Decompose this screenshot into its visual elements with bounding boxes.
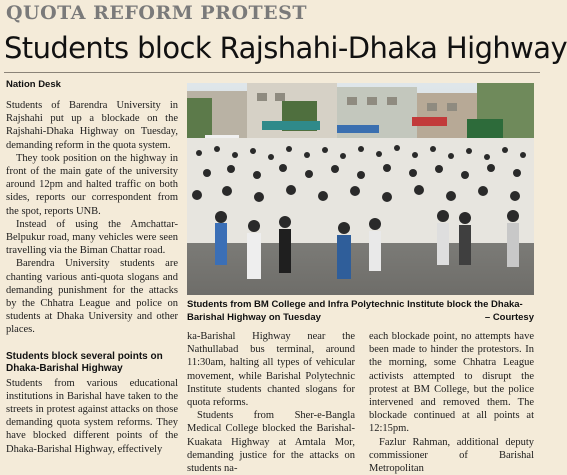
paragraph: Barendra University students are chanting various anti-quota slogans and demanding punishment for the attacks by the Chhatra League and police on students at Dhaka University and other places. [6,258,178,336]
headline-rule [4,72,540,73]
kicker-label: QUOTA REFORM PROTEST [6,2,307,24]
article-column-3 [369,330,534,475]
paragraph: They took position on the highway in front of the main gate of the university around 12pm and halted traffic on both sides, reports our correspondent from the spot, reports UNB. [6,152,178,217]
paragraph: Students of Barendra University in Rajshahi put up a blockade on the Rajshahi-Dhaka Highway on Tuesday, demanding reform in the quota system. [6,100,178,151]
paragraph: Fazlur Rahman, additional deputy commissioner of Barishal Metropolitan [369,436,534,475]
paragraph: ka-Barishal Highway near the Nathullabad bus terminal, around 11:30am, halting all types of vehicular movement, while Barishal Polytechnic Institute students chanted slogans for quota reforms. [187,331,355,409]
subheadline: Students block several points on Dhaka-Barishal Highway [6,350,163,374]
article-column-1 [6,99,178,455]
photo-caption [187,298,534,324]
byline: Nation Desk [6,79,61,90]
headline: Students block Rajshahi-Dhaka Highway [4,31,567,65]
news-photo [187,83,534,295]
photo-credit: – Courtesy [484,312,534,323]
article-column-2 [187,330,355,475]
paragraph: each blockade point, no attempts have been made to hinder the protestors. In the morning, some Chhatra League activists attempted to disrupt the protest at BM College, but the police intervened and removed them. The blockade continued at all points at 12:15pm. [369,331,534,435]
paragraph: Students from various educational institutions in Barishal have taken to the streets in protest against attacks on those demanding quota system reforms. They have blocked different points of the Dhaka-Barishal Highway, effectively [6,377,178,455]
paragraph: Students from Sher-e-Bangla Medical College blocked the Barishal-Kuakata Highway at Amtala Mor, demanding justice for the attacks on students na- [187,410,355,475]
caption-text: Students from BM College and Infra Polytechnic Institute block the Dhaka-Barishal Highway on Tuesday [187,299,523,323]
paragraph: Instead of using the Amchattar-Belpukur road, many vehicles were seen travelling via the Biman Chattar road. [6,218,178,257]
